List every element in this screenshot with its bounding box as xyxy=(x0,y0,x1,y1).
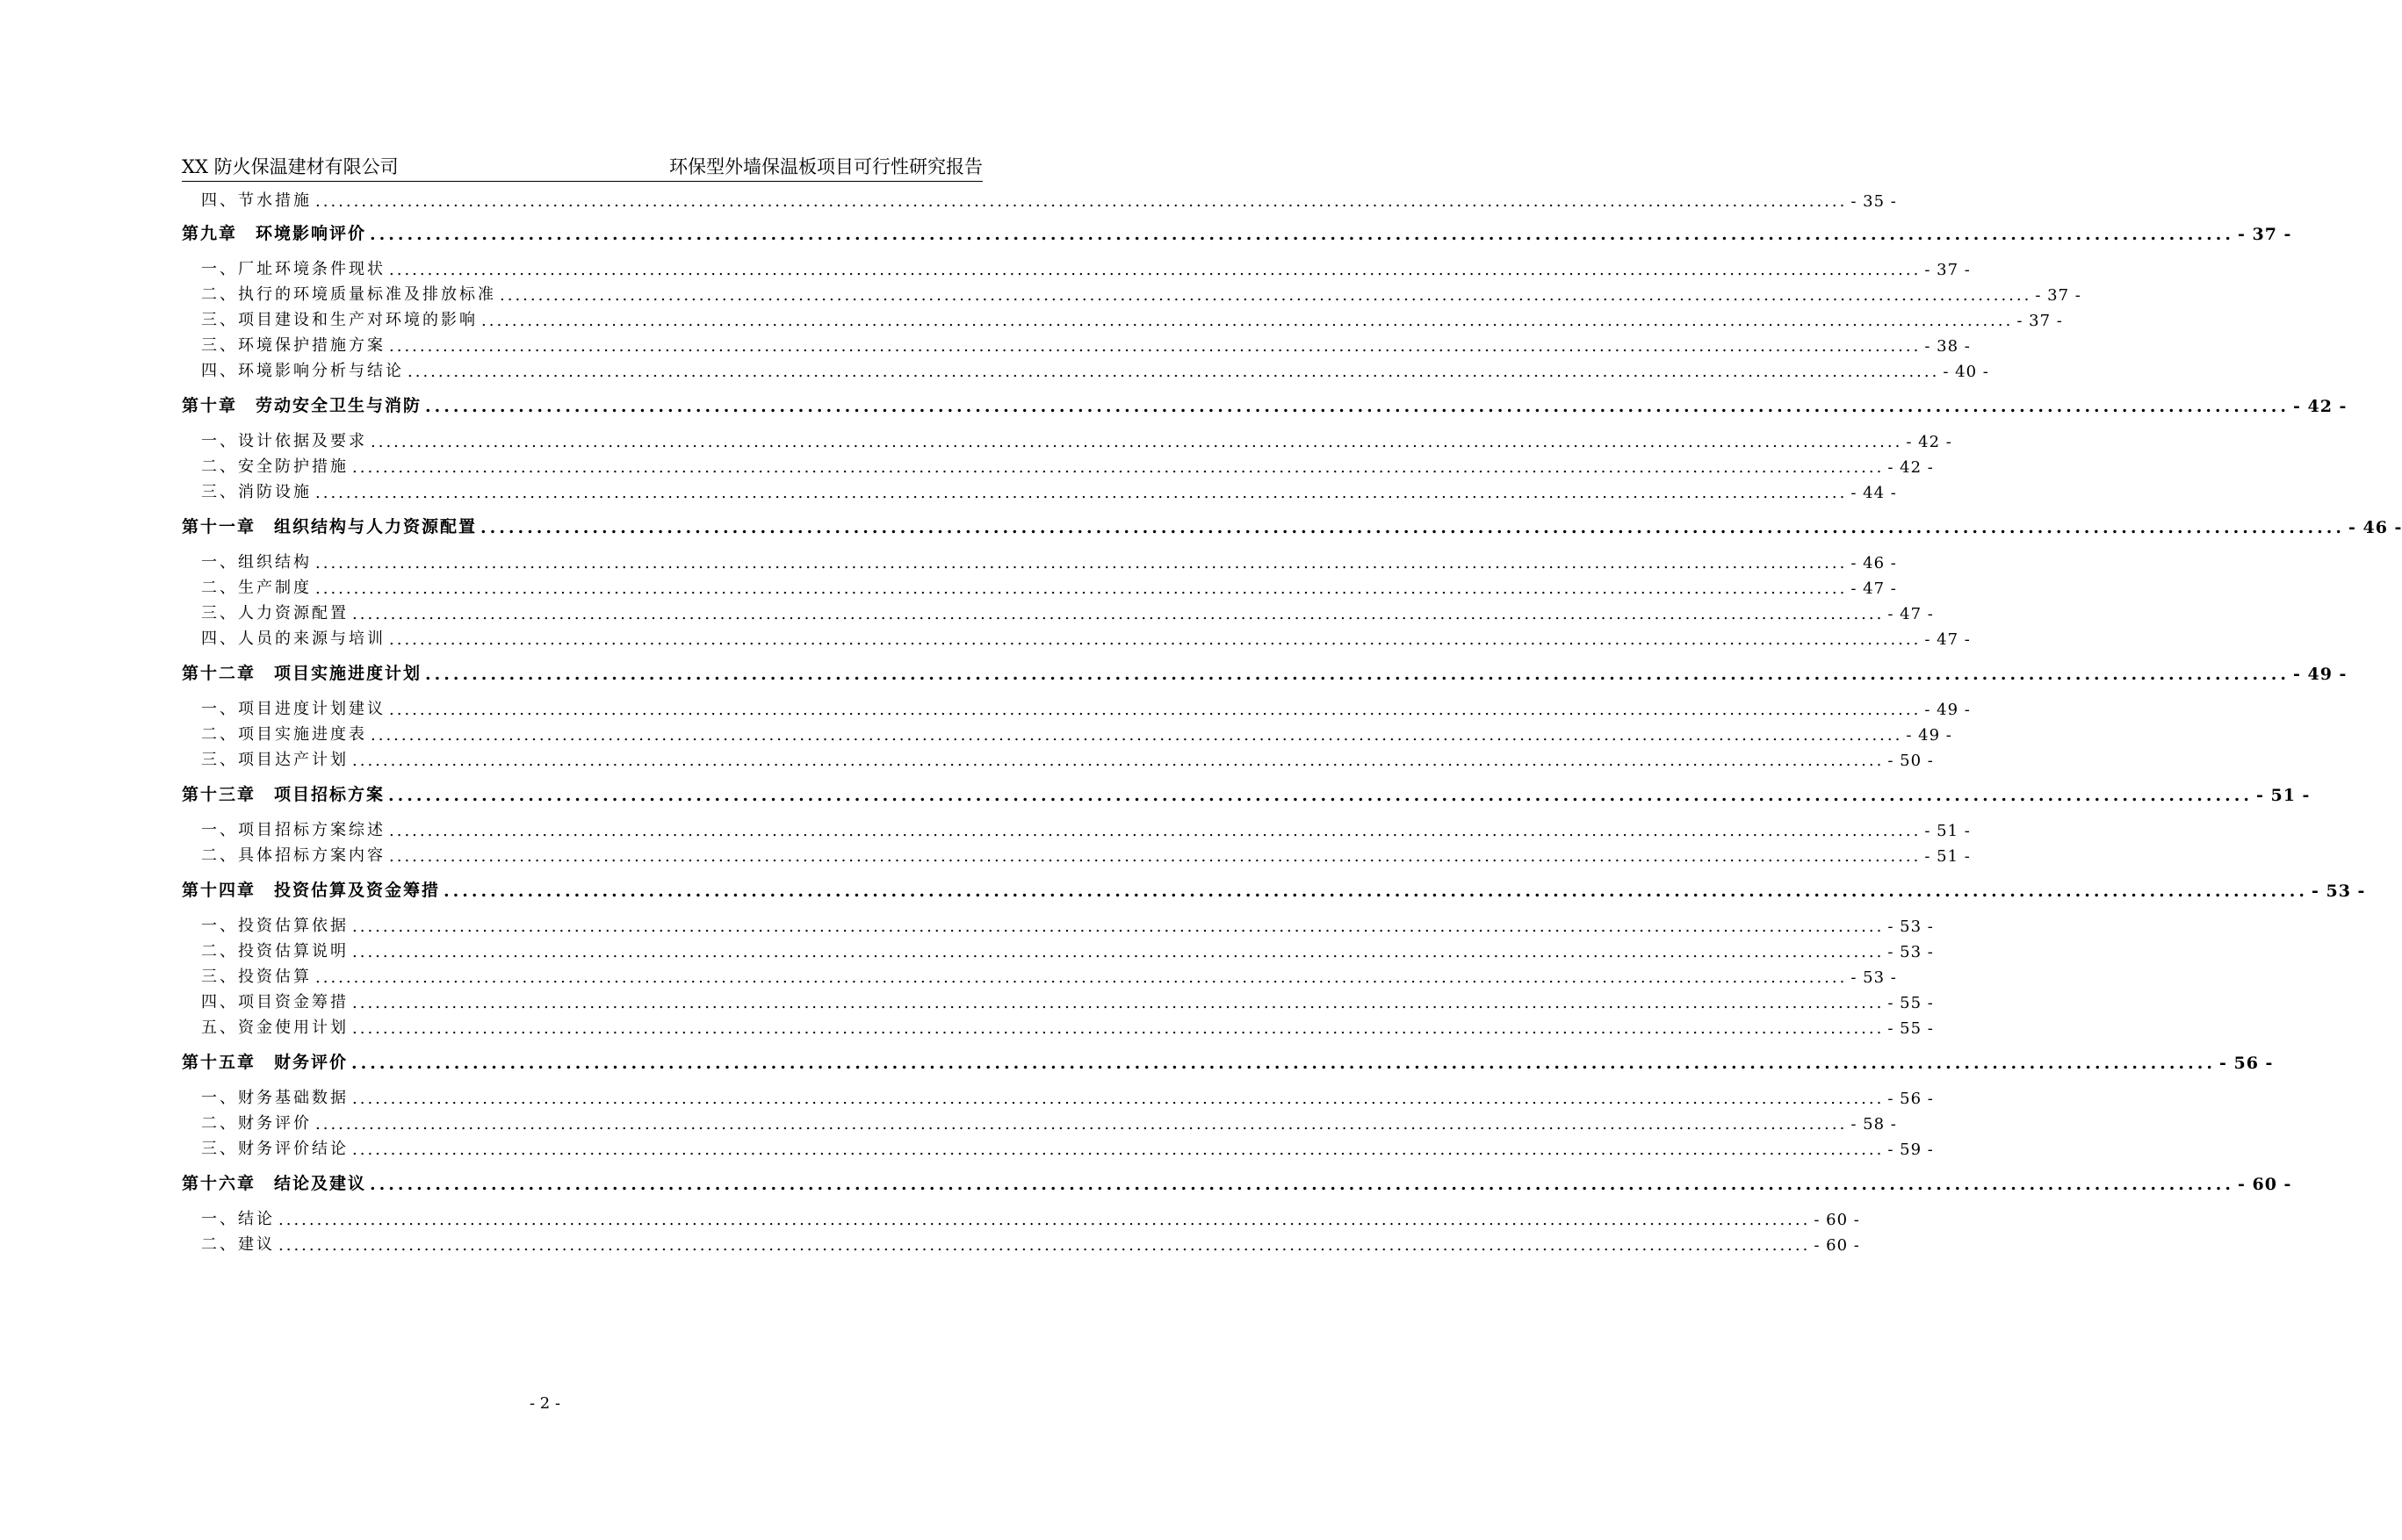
toc-leader-dots: ........................................................................................................................................................................................................ xyxy=(389,847,1922,866)
toc-entry-title: 二、投资估算说明 xyxy=(201,942,349,961)
toc-section-entry[interactable] xyxy=(201,573,1897,598)
toc-entry-page: - 53 - xyxy=(2311,882,2366,901)
toc-leader-dots: ........................................................................................................................................................................................................ xyxy=(389,822,1922,840)
toc-entry-title: 三、项目达产计划 xyxy=(201,751,349,769)
toc-entry-title: 三、投资估算 xyxy=(201,968,312,986)
toc-leader-dots: ........................................................................................................................................................................................................ xyxy=(425,665,2290,684)
toc-entry-page: - 55 - xyxy=(1887,994,1934,1012)
toc-leader-dots: ........................................................................................................................................................................................................ xyxy=(389,701,1922,719)
toc-entry-title: 第十四章 投资估算及资金筹措 xyxy=(182,881,441,900)
toc-entry-page: - 37 - xyxy=(1924,261,1971,279)
toc-entry-page: - 47 - xyxy=(1924,630,1971,649)
toc-entry-page: - 42 - xyxy=(1887,458,1934,477)
toc-entry-page: - 53 - xyxy=(1850,968,1897,987)
toc-entry-page: - 56 - xyxy=(2218,1054,2274,1073)
toc-section-entry[interactable] xyxy=(201,331,1971,356)
toc-chapter-entry[interactable] xyxy=(182,392,2348,416)
toc-entry-page: - 49 - xyxy=(1924,701,1971,719)
toc-entry-title: 一、财务基础数据 xyxy=(201,1089,349,1107)
toc-section-entry[interactable] xyxy=(201,624,1971,649)
toc-entry-page: - 46 - xyxy=(1850,554,1897,572)
toc-entry-page: - 42 - xyxy=(2292,397,2348,416)
toc-leader-dots: ........................................................................................................................................................................................................ xyxy=(371,433,1903,451)
toc-entry-page: - 58 - xyxy=(1850,1115,1897,1133)
toc-leader-dots: ........................................................................................................................................................................................................ xyxy=(352,605,1885,623)
toc-entry-title: 第十五章 财务评价 xyxy=(182,1053,349,1072)
toc-section-entry[interactable] xyxy=(201,720,1952,745)
toc-leader-dots: ........................................................................................................................................................................................................ xyxy=(481,312,2014,330)
toc-leader-dots: ........................................................................................................................................................................................................ xyxy=(315,1115,1848,1133)
toc-leader-dots: ........................................................................................................................................................................................................ xyxy=(444,882,2308,901)
toc-entry-title: 二、生产制度 xyxy=(201,579,312,597)
toc-leader-dots: ........................................................................................................................................................................................................ xyxy=(315,554,1848,572)
toc-leader-dots: ........................................................................................................................................................................................................ xyxy=(389,337,1922,356)
toc-entry-page: - 50 - xyxy=(1887,752,1934,770)
toc-entry-page: - 49 - xyxy=(2292,665,2348,684)
toc-entry-title: 四、环境影响分析与结论 xyxy=(201,362,404,380)
toc-leader-dots: ........................................................................................................................................................................................................ xyxy=(480,518,2345,537)
toc-leader-dots: ........................................................................................................................................................................................................ xyxy=(389,630,1922,649)
toc-leader-dots: ........................................................................................................................................................................................................ xyxy=(315,192,1848,211)
toc-entry-page: - 38 - xyxy=(1924,337,1971,356)
toc-leader-dots: ........................................................................................................................................................................................................ xyxy=(352,1019,1885,1038)
toc-section-entry[interactable] xyxy=(201,452,1934,477)
toc-leader-dots: ........................................................................................................................................................................................................ xyxy=(371,726,1903,745)
toc-entry-title: 二、财务评价 xyxy=(201,1114,312,1133)
report-title: 环保型外墙保温板项目可行性研究报告 xyxy=(669,156,983,177)
toc-chapter-entry[interactable] xyxy=(182,781,2311,805)
toc-entry-page: - 60 - xyxy=(2237,1175,2292,1194)
page-number: - 2 - xyxy=(529,1394,561,1413)
toc-entry-title: 二、具体招标方案内容 xyxy=(201,846,386,865)
toc-entry-title: 一、项目进度计划建议 xyxy=(201,700,386,718)
toc-section-entry[interactable] xyxy=(201,356,1989,381)
toc-section-entry[interactable] xyxy=(201,599,1934,623)
toc-entry-page: - 51 - xyxy=(2255,786,2311,805)
toc-entry-page: - 37 - xyxy=(2035,286,2081,305)
toc-leader-dots: ........................................................................................................................................................................................................ xyxy=(500,286,2032,305)
toc-leader-dots: ........................................................................................................................................................................................................ xyxy=(352,752,1885,770)
toc-chapter-entry[interactable] xyxy=(182,1048,2274,1073)
toc-entry-page: - 47 - xyxy=(1850,579,1897,598)
toc-entry-title: 第十二章 项目实施进度计划 xyxy=(182,664,422,683)
toc-entry-page: - 46 - xyxy=(2348,518,2402,537)
toc-leader-dots: ........................................................................................................................................................................................................ xyxy=(370,1175,2234,1194)
toc-section-entry[interactable] xyxy=(201,1083,1934,1108)
toc-entry-title: 一、组织结构 xyxy=(201,553,312,572)
toc-leader-dots: ........................................................................................................................................................................................................ xyxy=(315,968,1848,987)
company-name: XX 防火保温建材有限公司 xyxy=(182,156,399,177)
toc-chapter-entry[interactable] xyxy=(182,876,2366,901)
toc-section-entry[interactable] xyxy=(201,427,1952,451)
toc-section-entry[interactable] xyxy=(201,306,2063,330)
toc-entry-page: - 49 - xyxy=(1906,726,1952,745)
toc-section-entry[interactable] xyxy=(201,1205,1860,1229)
toc-leader-dots: ........................................................................................................................................................................................................ xyxy=(352,458,1885,477)
toc-entry-page: - 60 - xyxy=(1814,1211,1860,1229)
toc-entry-title: 第十章 劳动安全卫生与消防 xyxy=(182,396,422,415)
toc-leader-dots: ........................................................................................................................................................................................................ xyxy=(370,225,2234,244)
toc-leader-dots: ........................................................................................................................................................................................................ xyxy=(278,1211,1811,1229)
toc-leader-dots: ........................................................................................................................................................................................................ xyxy=(408,363,1940,381)
toc-entry-title: 一、设计依据及要求 xyxy=(201,432,367,450)
toc-leader-dots: ........................................................................................................................................................................................................ xyxy=(352,1090,1885,1108)
toc-entry-page: - 55 - xyxy=(1887,1019,1934,1038)
toc-section-entry[interactable] xyxy=(201,694,1971,719)
toc-leader-dots: ........................................................................................................................................................................................................ xyxy=(315,484,1848,502)
toc-entry-title: 二、项目实施进度表 xyxy=(201,725,367,744)
toc-entry-title: 四、人员的来源与培训 xyxy=(201,630,386,648)
toc-leader-dots: ........................................................................................................................................................................................................ xyxy=(352,943,1885,961)
toc-section-entry[interactable] xyxy=(201,937,1934,961)
page-header xyxy=(182,155,983,182)
toc-section-entry[interactable] xyxy=(201,186,1897,211)
toc-section-entry[interactable] xyxy=(201,1109,1897,1133)
toc-entry-page: - 53 - xyxy=(1887,943,1934,961)
toc-leader-dots: ........................................................................................................................................................................................................ xyxy=(352,1141,1885,1159)
toc-entry-title: 第十三章 项目招标方案 xyxy=(182,785,386,804)
toc-section-entry[interactable] xyxy=(201,962,1897,987)
toc-entry-title: 二、执行的环境质量标准及排放标准 xyxy=(201,285,496,304)
toc-chapter-entry[interactable] xyxy=(182,659,2348,684)
toc-entry-page: - 37 - xyxy=(2237,225,2292,244)
toc-entry-page: - 51 - xyxy=(1924,847,1971,866)
toc-entry-title: 一、项目招标方案综述 xyxy=(201,821,386,839)
toc-entry-title: 第十六章 结论及建议 xyxy=(182,1174,367,1193)
toc-entry-title: 三、消防设施 xyxy=(201,483,312,501)
toc-entry-page: - 59 - xyxy=(1887,1141,1934,1159)
toc-chapter-entry[interactable] xyxy=(182,219,2292,244)
toc-entry-title: 三、环境保护措施方案 xyxy=(201,336,386,355)
toc-entry-page: - 56 - xyxy=(1887,1090,1934,1108)
toc-section-entry[interactable] xyxy=(201,548,1897,572)
toc-entry-page: - 40 - xyxy=(1943,363,1989,381)
toc-leader-dots: ........................................................................................................................................................................................................ xyxy=(352,994,1885,1012)
toc-entry-title: 二、建议 xyxy=(201,1235,275,1254)
toc-entry-page: - 47 - xyxy=(1887,605,1934,623)
toc-leader-dots: ........................................................................................................................................................................................................ xyxy=(425,397,2290,416)
toc-entry-title: 第十一章 组织结构与人力资源配置 xyxy=(182,517,478,536)
toc-entry-title: 四、项目资金筹措 xyxy=(201,993,349,1011)
toc-section-entry[interactable] xyxy=(201,1230,1860,1255)
toc-entry-page: - 53 - xyxy=(1887,918,1934,936)
toc-entry-page: - 51 - xyxy=(1924,822,1971,840)
toc-chapter-entry[interactable] xyxy=(182,513,2402,537)
toc-entry-title: 三、财务评价结论 xyxy=(201,1140,349,1158)
toc-leader-dots: ........................................................................................................................................................................................................ xyxy=(351,1054,2216,1073)
toc-section-entry[interactable] xyxy=(201,841,1971,866)
toc-leader-dots: ........................................................................................................................................................................................................ xyxy=(389,261,1922,279)
toc-section-entry[interactable] xyxy=(201,988,1934,1012)
toc-section-entry[interactable] xyxy=(201,911,1934,936)
toc-entry-title: 一、投资估算依据 xyxy=(201,917,349,935)
toc-leader-dots: ........................................................................................................................................................................................................ xyxy=(352,918,1885,936)
toc-section-entry[interactable] xyxy=(201,1013,1934,1038)
toc-entry-title: 五、资金使用计划 xyxy=(201,1018,349,1037)
toc-entry-page: - 37 - xyxy=(2016,312,2063,330)
toc-entry-page: - 44 - xyxy=(1850,484,1897,502)
toc-entry-title: 三、人力资源配置 xyxy=(201,604,349,622)
toc-entry-title: 二、安全防护措施 xyxy=(201,457,349,476)
toc-section-entry[interactable] xyxy=(201,478,1897,502)
toc-entry-title: 一、厂址环境条件现状 xyxy=(201,260,386,278)
toc-section-entry[interactable] xyxy=(201,745,1934,770)
toc-section-entry[interactable] xyxy=(201,280,2081,305)
toc-entry-page: - 42 - xyxy=(1906,433,1952,451)
toc-leader-dots: ........................................................................................................................................................................................................ xyxy=(388,786,2253,805)
toc-chapter-entry[interactable] xyxy=(182,1169,2292,1194)
toc-section-entry[interactable] xyxy=(201,816,1971,840)
toc-leader-dots: ........................................................................................................................................................................................................ xyxy=(315,579,1848,598)
toc-section-entry[interactable] xyxy=(201,1134,1934,1159)
toc-entry-page: - 35 - xyxy=(1850,192,1897,211)
toc-entry-title: 三、项目建设和生产对环境的影响 xyxy=(201,311,478,329)
toc-entry-title: 四、节水措施 xyxy=(201,191,312,210)
toc-entry-page: - 60 - xyxy=(1814,1236,1860,1255)
toc-entry-title: 第九章 环境影响评价 xyxy=(182,224,367,243)
toc-leader-dots: ........................................................................................................................................................................................................ xyxy=(278,1236,1811,1255)
toc-entry-title: 一、结论 xyxy=(201,1210,275,1228)
toc-section-entry[interactable] xyxy=(201,255,1971,279)
